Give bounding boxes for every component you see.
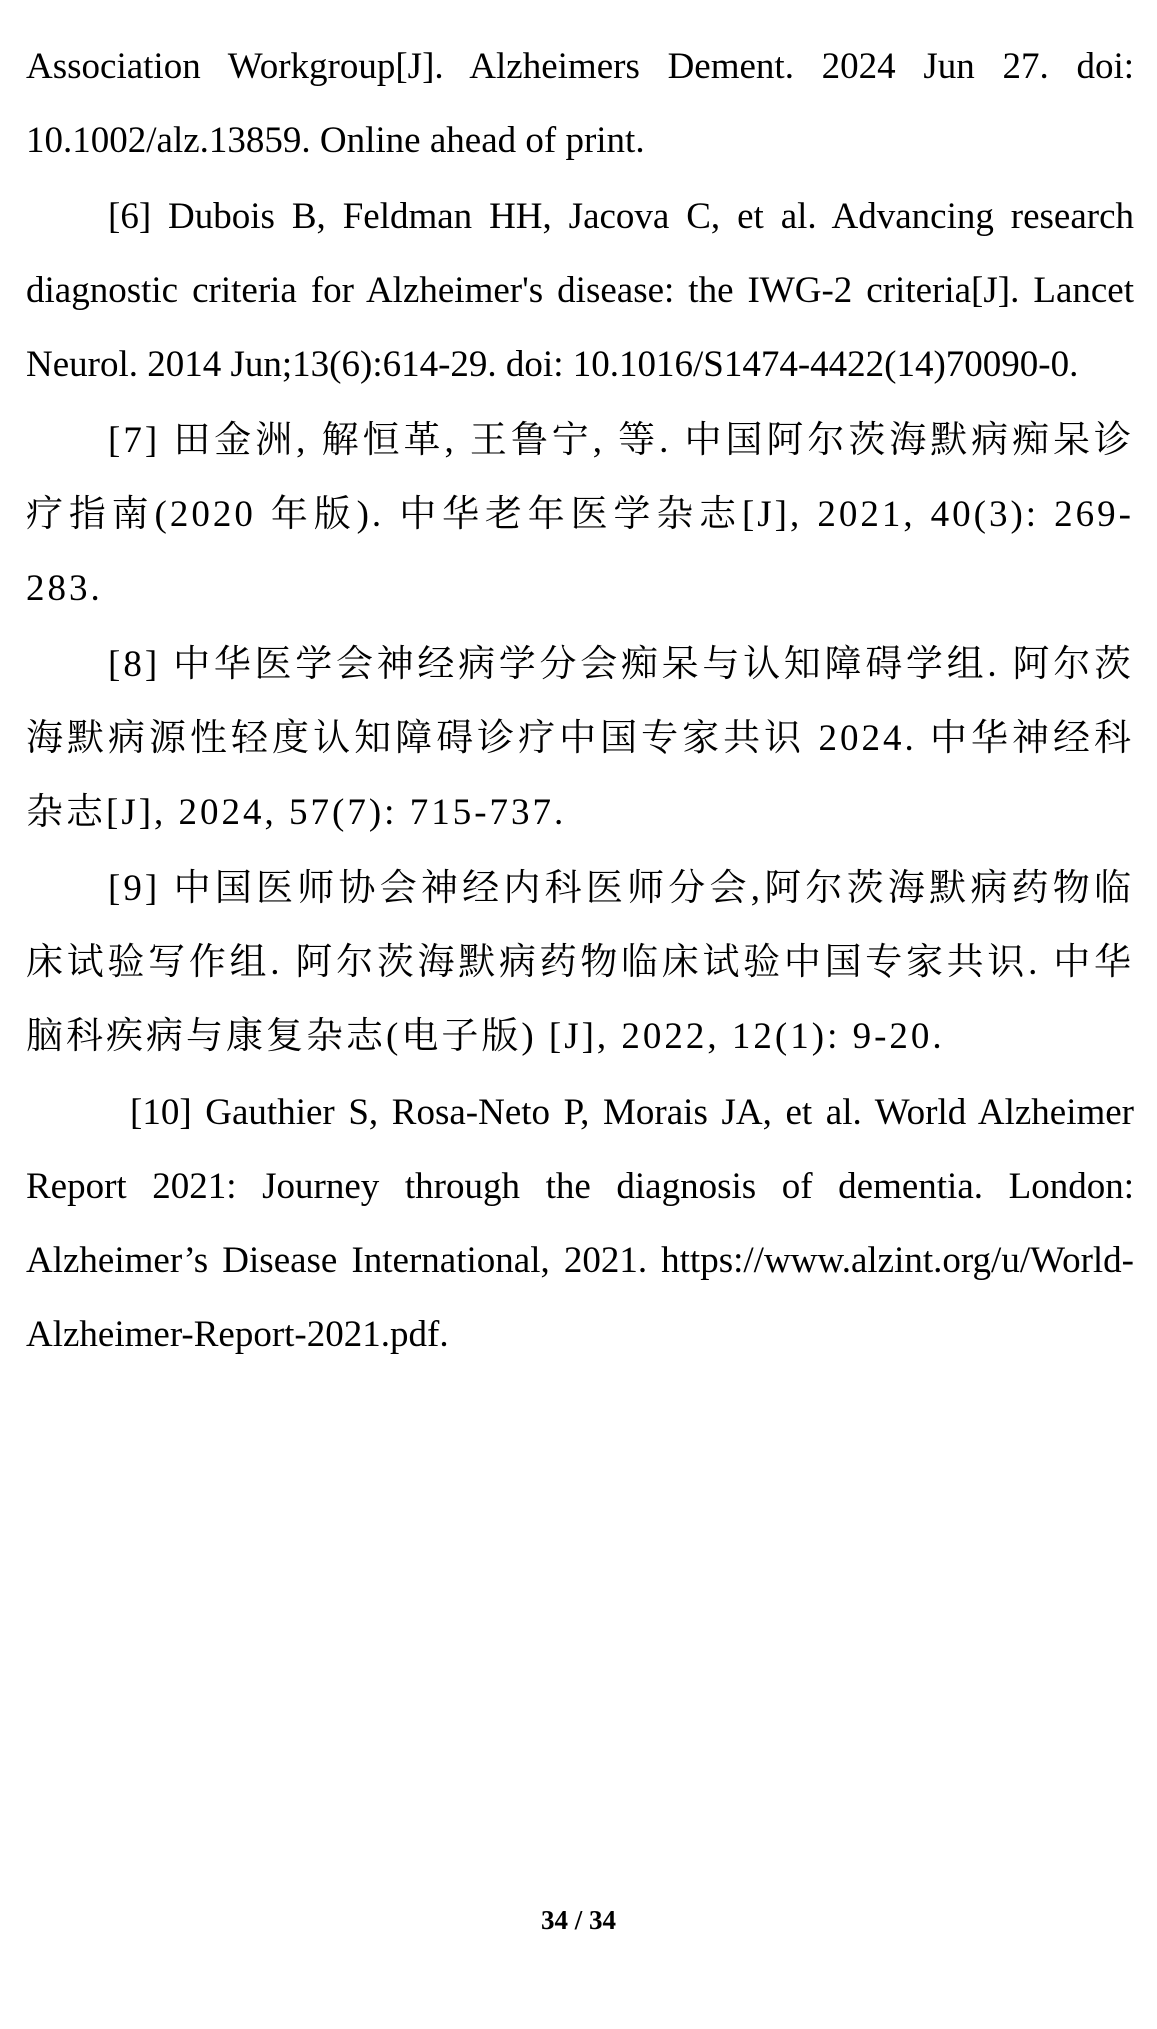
reference-6: [6] Dubois B, Feldman HH, Jacova C, et al. Advancing research diagnostic criteria for Alzheimer's disease: the IWG-2 criteria[J]. Lancet Neurol. 2014 Jun;13(6):614-29. doi: 10.1016/S1474-4422(14)70090-0. [26, 196, 1134, 385]
page-number: 34 / 34 [540, 1905, 616, 1935]
reference-7: [7] 田金洲, 解恒革, 王鲁宁, 等. 中国阿尔茨海默病痴呆诊疗指南(2020 年版). 中华老年医学杂志[J], 2021, 40(3): 269-283. [26, 420, 1134, 609]
reference-10: [10] Gauthier S, Rosa-Neto P, Morais JA, et al. World Alzheimer Report 2021: Journey through the diagnosis of dementia. London: Alzheimer’s Disease International, 2021. https://www.alzint.org/u/World-Alzheimer-Report-2021.pdf. [26, 1092, 1134, 1355]
reference-continuation: Association Workgroup[J]. Alzheimers Dement. 2024 Jun 27. doi: 10.1002/alz.13859. Online ahead of print. [26, 46, 1134, 161]
reference-9: [9] 中国医师协会神经内科医师分会,阿尔茨海默病药物临床试验写作组. 阿尔茨海默病药物临床试验中国专家共识. 中华脑科疾病与康复杂志(电子版) [J], 2022, 12(1): 9-20. [26, 868, 1134, 1057]
reference-8: [8] 中华医学会神经病学分会痴呆与认知障碍学组. 阿尔茨海默病源性轻度认知障碍诊疗中国专家共识 2024. 中华神经科杂志[J], 2024, 57(7): 715-737. [26, 644, 1134, 833]
reference-list [26, 30, 1134, 1374]
